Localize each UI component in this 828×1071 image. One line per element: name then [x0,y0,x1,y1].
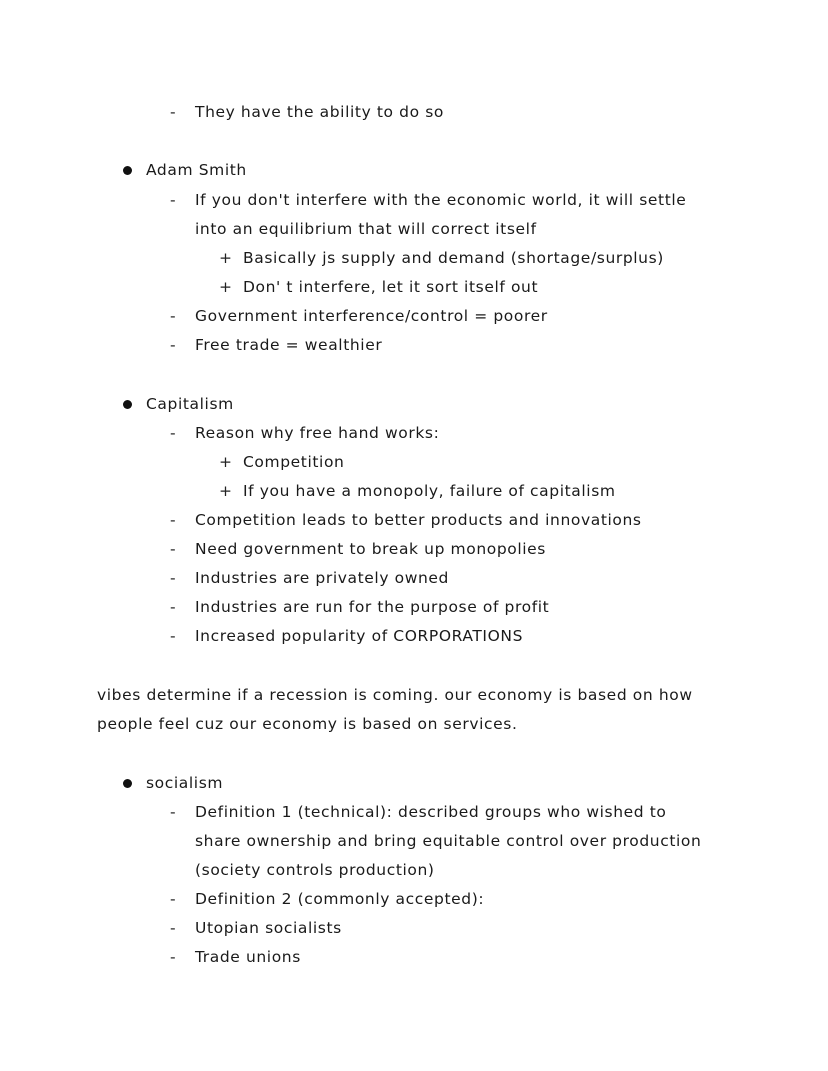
note-subline: Competition [243,453,345,471]
plus-marker: + [219,453,233,471]
dash-marker: - [170,191,177,209]
note-line: Utopian socialists [195,919,342,937]
bullet-icon [123,779,132,788]
dash-marker: - [170,540,177,558]
plus-marker: + [219,278,233,296]
note-line: If you don't interfere with the economic world, it will settle [195,191,687,209]
section-heading-adam-smith: Adam Smith [146,161,247,179]
dash-marker: - [170,307,177,325]
note-subline: If you have a monopoly, failure of capitalism [243,482,616,500]
dash-marker: - [170,511,177,529]
note-line-continuation: (society controls production) [195,861,435,879]
note-subline: Don' t interfere, let it sort itself out [243,278,539,296]
bullet-icon [123,400,132,409]
note-line: Industries are run for the purpose of profit [195,598,550,616]
note-line-continuation: into an equilibrium that will correct itself [195,220,537,238]
dash-marker: - [170,627,177,645]
paragraph-line: vibes determine if a recession is coming. our economy is based on how [97,686,693,704]
note-line: Free trade = wealthier [195,336,383,354]
note-line: Competition leads to better products and innovations [195,511,642,529]
dash-marker: - [170,948,177,966]
section-heading-socialism: socialism [146,774,224,792]
note-line: Trade unions [195,948,301,966]
dash-marker: - [170,919,177,937]
note-subline: Basically js supply and demand (shortage/surplus) [243,249,664,267]
dash-marker: - [170,890,177,908]
dash-marker: - [170,598,177,616]
paragraph-line: people feel cuz our economy is based on services. [97,715,518,733]
note-line: Industries are privately owned [195,569,449,587]
bullet-icon [123,166,132,175]
section-heading-capitalism: Capitalism [146,395,234,413]
dash-marker: - [170,336,177,354]
note-line: Definition 1 (technical): described groups who wished to [195,803,667,821]
note-line: They have the ability to do so [195,103,444,121]
note-line: Government interference/control = poorer [195,307,548,325]
dash-marker: - [170,803,177,821]
note-line-continuation: share ownership and bring equitable control over production [195,832,702,850]
note-line: Increased popularity of CORPORATIONS [195,627,524,645]
plus-marker: + [219,249,233,267]
dash-marker: - [170,569,177,587]
dash-marker: - [170,424,177,442]
note-line: Reason why free hand works: [195,424,440,442]
note-line: Definition 2 (commonly accepted): [195,890,485,908]
dash-marker: - [170,103,177,121]
note-line: Need government to break up monopolies [195,540,546,558]
plus-marker: + [219,482,233,500]
